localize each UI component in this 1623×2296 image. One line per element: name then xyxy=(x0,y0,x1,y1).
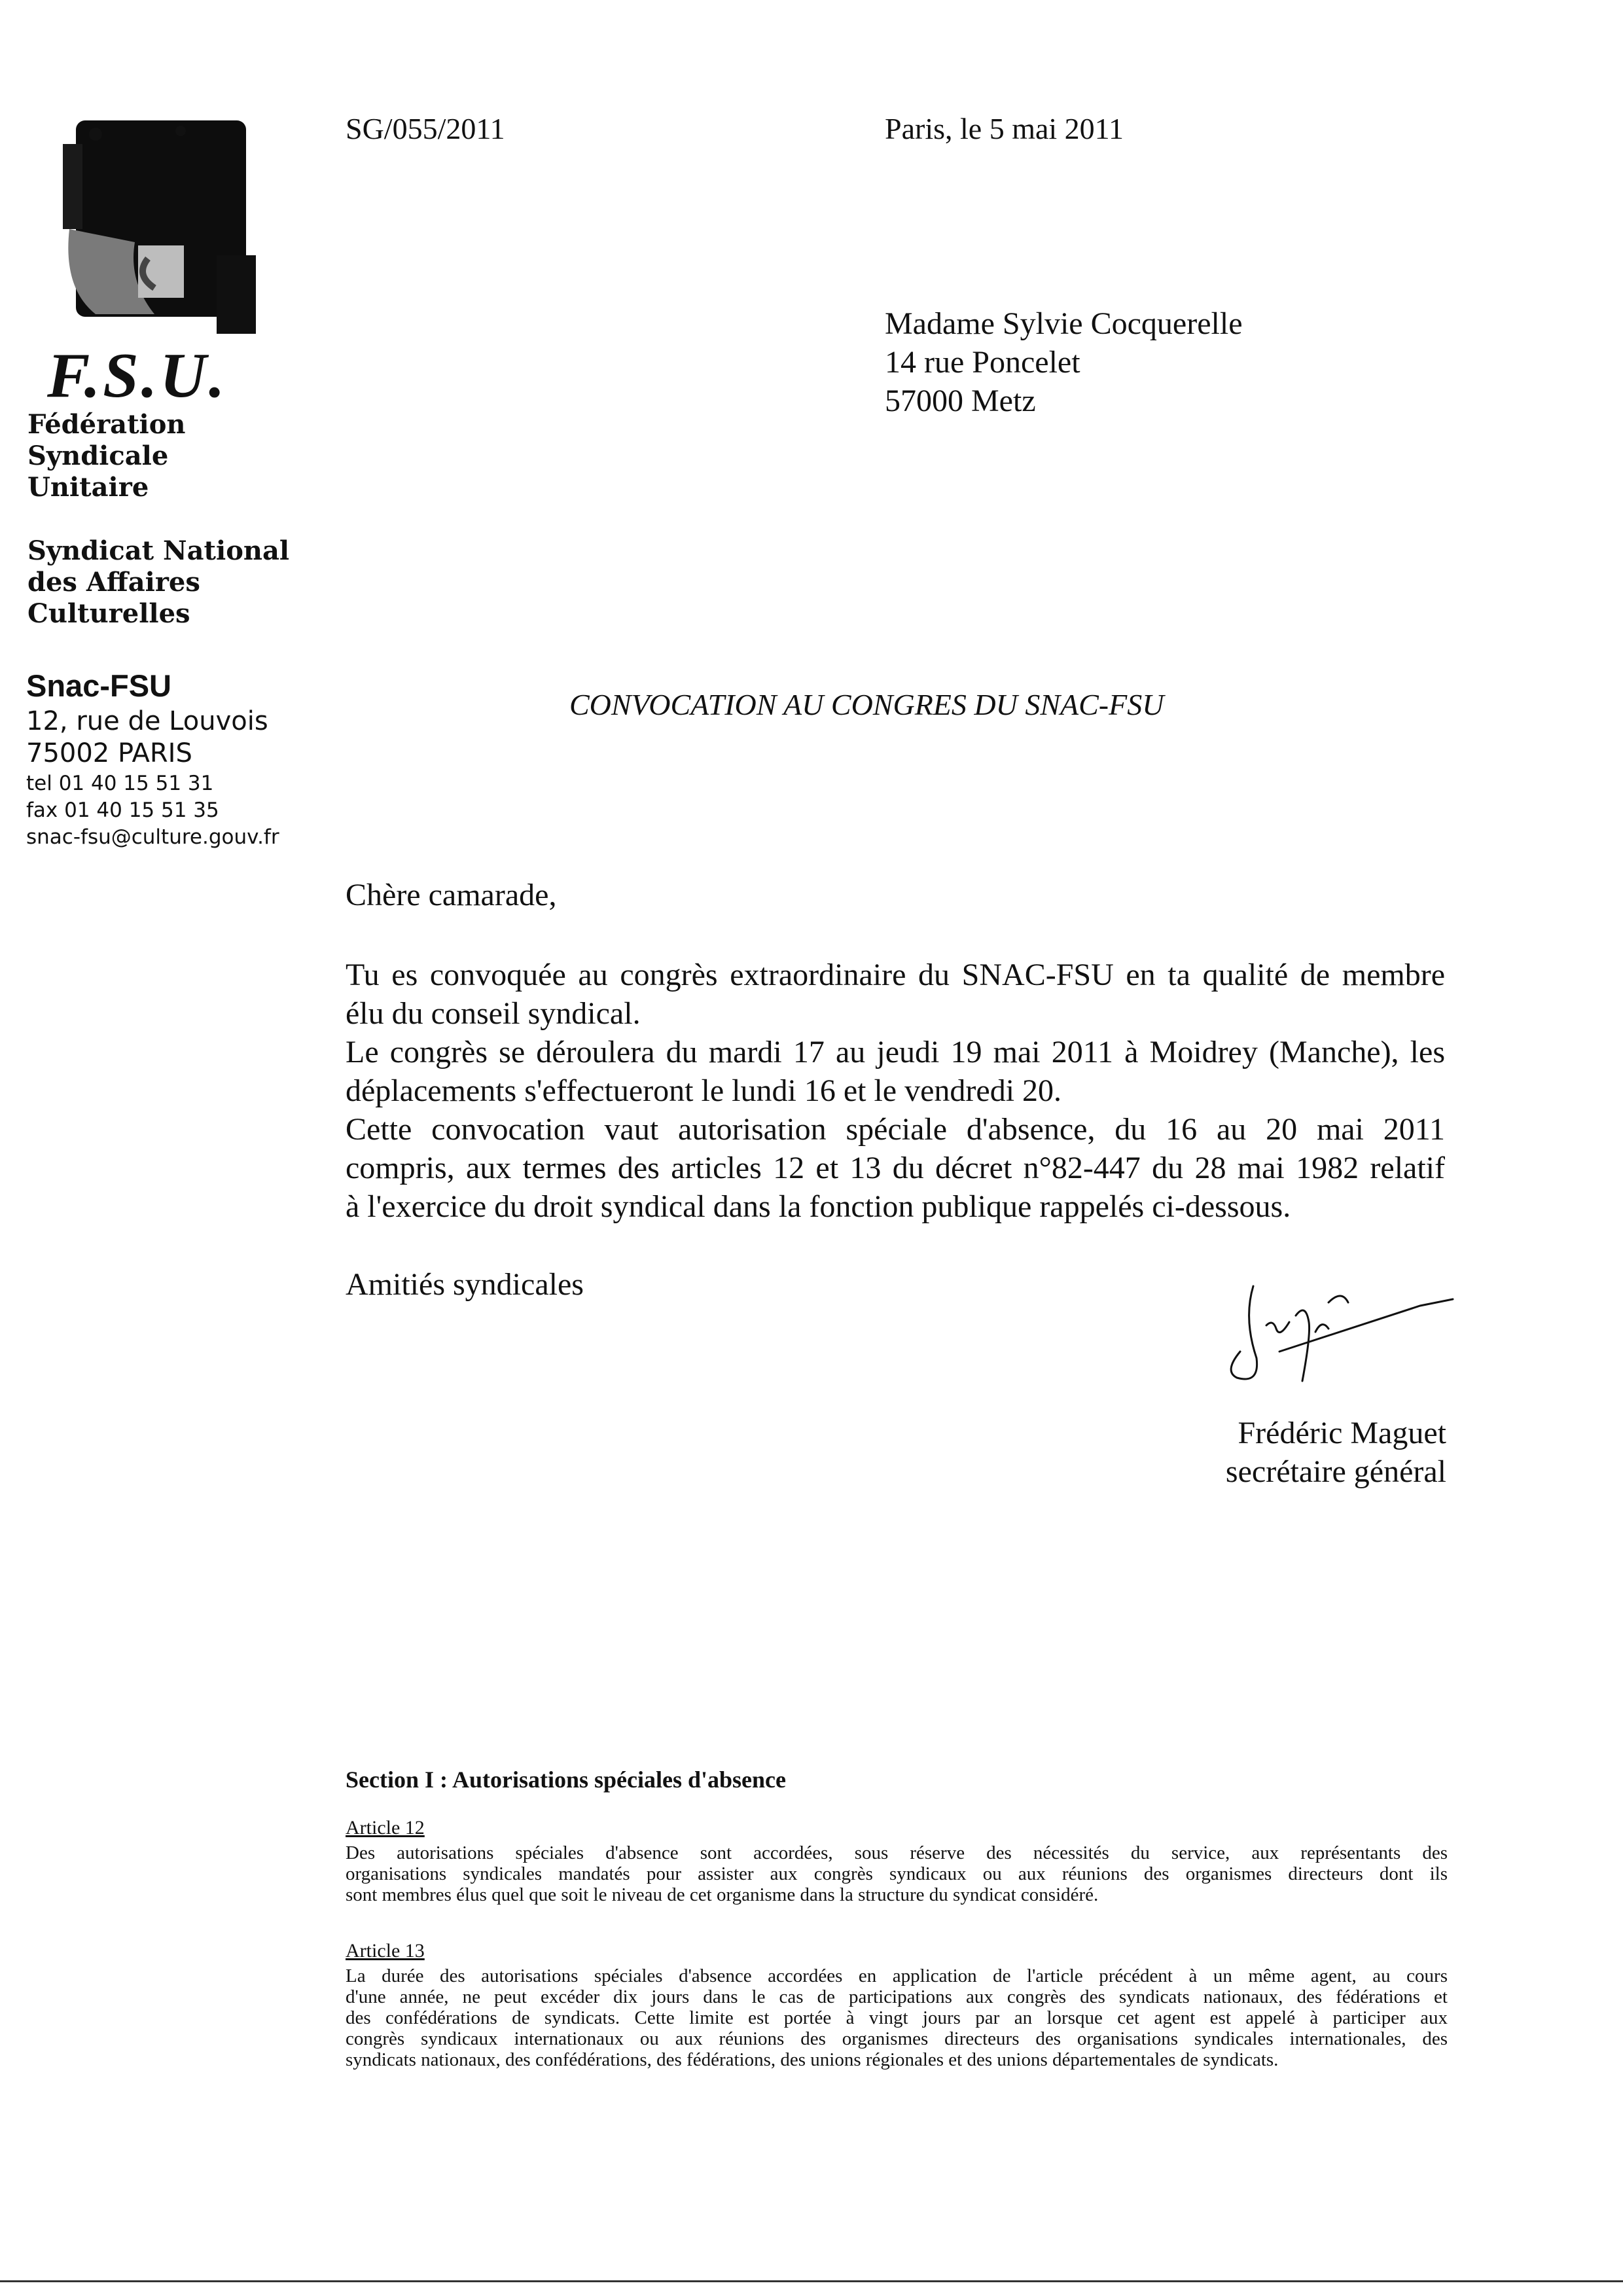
snac-name: Snac-FSU xyxy=(26,668,171,703)
letter-subject: CONVOCATION AU CONGRES DU SNAC-FSU xyxy=(569,688,1164,721)
federation-line: Fédération xyxy=(27,409,186,440)
article-line: des confédérations de syndicats. Cette limite est portée à vingt jours par an lorsque cet agent est appelé à participer aux xyxy=(346,2007,1448,2028)
recipient-name: Madame Sylvie Cocquerelle xyxy=(885,306,1243,341)
address-line: 75002 PARIS xyxy=(26,738,192,768)
body-paragraph xyxy=(346,956,1445,1226)
body-line: déplacements s'effectueront le lundi 16 et le vendredi 20. xyxy=(346,1073,1062,1108)
signer-block xyxy=(1226,1414,1446,1491)
footer-divider xyxy=(0,2280,1623,2282)
recipient-city: 57000 Metz xyxy=(885,384,1036,418)
letter-reference: SG/055/2011 xyxy=(346,112,505,145)
union-line: des Affaires xyxy=(27,567,200,598)
snac-address xyxy=(26,706,268,770)
article-line: congrès syndicaux internationaux ou aux réunions des organismes directeurs des organisations syndicales internationales, des xyxy=(346,2028,1448,2049)
body-line: Le congrès se déroulera du mardi 17 au jeudi 19 mai 2011 à Moidrey (Manche), les xyxy=(346,1035,1445,1069)
article-13-text xyxy=(346,1965,1448,2070)
article-12-title: Article 12 xyxy=(346,1817,425,1839)
article-line: La durée des autorisations spéciales d'absence accordées en application de l'article précédent à un même agent, au cours xyxy=(346,1965,1448,1986)
federation-name xyxy=(27,409,186,503)
handwritten-signature xyxy=(1217,1280,1459,1397)
section-title: Section I : Autorisations spéciales d'absence xyxy=(346,1767,787,1793)
body-line: Cette convocation vaut autorisation spéciale d'absence, du 16 au 20 mai 2011 xyxy=(346,1112,1445,1147)
body-line: élu du conseil syndical. xyxy=(346,996,641,1031)
recipient-block xyxy=(885,304,1243,420)
article-line: sont membres élus quel que soit le niveau de cet organisme dans la structure du syndicat considéré. xyxy=(346,1884,1099,1905)
body-line: compris, aux termes des articles 12 et 13 du décret n°82-447 du 28 mai 1982 relatif xyxy=(346,1151,1445,1185)
union-line: Culturelles xyxy=(27,598,190,629)
body-line: Tu es convoquée au congrès extraordinaire du SNAC-FSU en ta qualité de membre xyxy=(346,958,1445,992)
snac-contact xyxy=(26,770,279,851)
closing: Amitiés syndicales xyxy=(346,1267,584,1302)
article-line: Des autorisations spéciales d'absence sont accordées, sous réserve des nécessités du service, aux représentants des xyxy=(346,1842,1448,1863)
federation-line: Syndicale xyxy=(27,440,169,471)
signer-title: secrétaire général xyxy=(1225,1454,1446,1489)
salutation: Chère camarade, xyxy=(346,878,557,912)
union-line: Syndicat National xyxy=(27,535,290,566)
signer-name: Frédéric Maguet xyxy=(1238,1416,1446,1450)
recipient-street: 14 rue Poncelet xyxy=(885,345,1080,380)
fsu-logo-mark xyxy=(50,118,272,344)
letter-date: Paris, le 5 mai 2011 xyxy=(885,112,1124,145)
address-line: 12, rue de Louvois xyxy=(26,706,268,736)
union-name xyxy=(27,535,289,630)
federation-line: Unitaire xyxy=(27,472,149,503)
phone-number: tel 01 40 15 51 31 xyxy=(26,772,214,795)
article-13-title: Article 13 xyxy=(346,1940,425,1962)
fsu-wordmark: F.S.U. xyxy=(47,340,228,411)
article-line: d'une année, ne peut excéder dix jours dans le cas de participations aux congrès des syndicats nationaux, des fédérations et xyxy=(346,1986,1448,2007)
email-address: snac-fsu@culture.gouv.fr xyxy=(26,825,279,849)
article-line: organisations syndicales mandatés pour assister aux congrès syndicaux ou aux réunions des organismes directeurs dont ils xyxy=(346,1863,1448,1884)
body-line: à l'exercice du droit syndical dans la fonction publique rappelés ci-dessous. xyxy=(346,1189,1291,1224)
fax-number: fax 01 40 15 51 35 xyxy=(26,798,219,822)
article-line: syndicats nationaux, des confédérations, des fédérations, des unions régionales et des unions départementales de syndicats. xyxy=(346,2049,1279,2070)
article-12-text xyxy=(346,1842,1448,1905)
